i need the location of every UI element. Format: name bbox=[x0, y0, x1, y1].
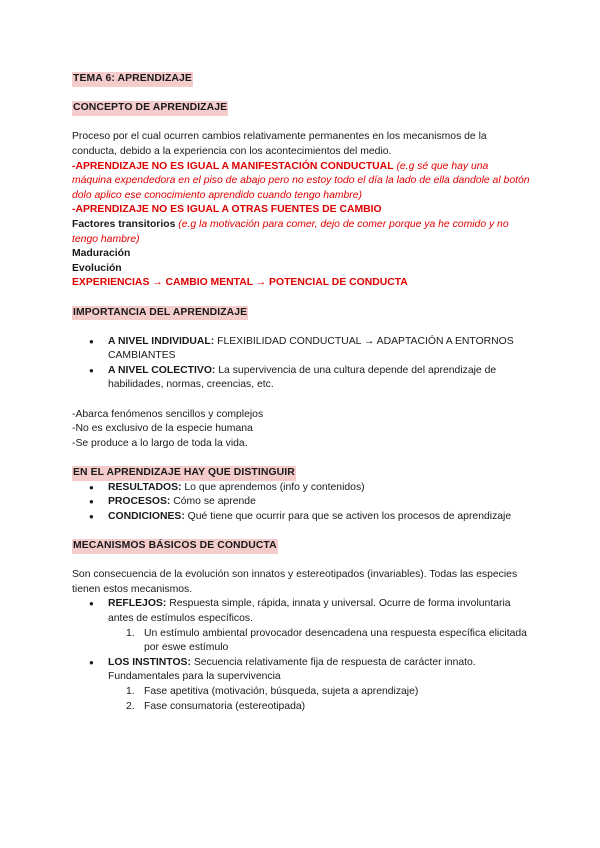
point-2-statement: -APRENDIZAJE NO ES IGUAL A OTRAS FUENTES DE CAMBIO bbox=[72, 204, 382, 216]
item-text: La supervivencia de una cultura depende del aprendizaje de habilidades, normas, creencias, etc. bbox=[108, 364, 497, 391]
item-number: 1. bbox=[126, 627, 135, 639]
mecanismos-list bbox=[72, 597, 530, 626]
concepto-point-2 bbox=[72, 203, 530, 218]
list-item bbox=[72, 481, 530, 496]
item-text: Cómo se aprende bbox=[170, 496, 256, 508]
distinguir-heading: EN EL APRENDIZAJE HAY QUE DISTINGUIR bbox=[72, 466, 296, 481]
item-number: 1. bbox=[126, 685, 135, 697]
item-text: Fase consumatoria (estereotipada) bbox=[144, 700, 306, 712]
list-item bbox=[72, 364, 530, 393]
item-text: Lo que aprendemos (info y contenidos) bbox=[181, 481, 365, 493]
item-text: Fase apetitiva (motivación, búsqueda, sujeta a aprendizaje) bbox=[144, 685, 419, 697]
item-text: FLEXIBILIDAD CONDUCTUAL → ADAPTACIÓN A ENTORNOS CAMBIANTES bbox=[108, 335, 514, 362]
item-label: PROCESOS: bbox=[108, 496, 171, 508]
point-1-example: (e.g sé que hay una máquina expendedora en el piso de abajo pero no estoy todo el día la lado de ella dandole al botón dolo aplico ese conocimiento aprendido cuando tengo hambre) bbox=[72, 160, 530, 201]
importancia-list bbox=[72, 335, 530, 393]
list-item bbox=[72, 685, 530, 700]
item-label: LOS INSTINTOS: bbox=[108, 656, 191, 668]
factores-line bbox=[72, 218, 530, 247]
mecanismos-heading: MECANISMOS BÁSICOS DE CONDUCTA bbox=[72, 539, 278, 554]
item-label: REFLEJOS: bbox=[108, 598, 167, 610]
factores-example: (e.g la motivación para comer, dejo de comer porque ya he comido y no tengo hambre) bbox=[72, 218, 509, 245]
item-text: Qué tiene que ocurrir para que se activen los procesos de aprendizaje bbox=[184, 510, 512, 522]
experiencias-chain: EXPERIENCIAS → CAMBIO MENTAL → POTENCIAL DE CONDUCTA bbox=[72, 277, 408, 289]
importancia-note: -No es exclusivo de la especie humana bbox=[72, 423, 253, 435]
document-content bbox=[72, 72, 530, 714]
item-label: A NIVEL INDIVIDUAL: bbox=[108, 335, 215, 347]
item-label: CONDICIONES: bbox=[108, 510, 185, 522]
list-item bbox=[72, 510, 530, 525]
list-item-instintos bbox=[72, 656, 530, 685]
distinguir-list bbox=[72, 481, 530, 525]
tema-title: TEMA 6: APRENDIZAJE bbox=[72, 72, 193, 87]
instintos-sublist bbox=[72, 685, 530, 714]
importancia-note: -Abarca fenómenos sencillos y complejos bbox=[72, 408, 264, 420]
concepto-definition: Proceso por el cual ocurren cambios relativamente permanentes en los mecanismos de la conducta, debido a la experiencia con los acontecimientos del medio. bbox=[72, 131, 487, 157]
point-1-statement: -APRENDIZAJE NO ES IGUAL A MANIFESTACIÓN CONDUCTUAL bbox=[72, 160, 394, 172]
evolucion-line: Evolución bbox=[72, 262, 122, 274]
concepto-point-1 bbox=[72, 160, 530, 204]
list-item bbox=[72, 495, 530, 510]
item-text: Un estímulo ambiental provocador desencadena una respuesta específica elicitada por eswe estímulo bbox=[144, 627, 527, 654]
maduracion-line: Maduración bbox=[72, 248, 131, 260]
concepto-heading: CONCEPTO DE APRENDIZAJE bbox=[72, 101, 228, 116]
mecanismos-list-2 bbox=[72, 656, 530, 685]
item-label: A NIVEL COLECTIVO: bbox=[108, 364, 216, 376]
list-item-reflejos bbox=[72, 597, 530, 626]
importancia-note: -Se produce a lo largo de toda la vida. bbox=[72, 437, 248, 449]
importancia-heading: IMPORTANCIA DEL APRENDIZAJE bbox=[72, 306, 248, 321]
item-number: 2. bbox=[126, 700, 135, 712]
item-text: Respuesta simple, rápida, innata y universal. Ocurre de forma involuntaria antes de estímulos específicos. bbox=[108, 598, 511, 624]
list-item bbox=[72, 627, 530, 656]
mecanismos-intro: Son consecuencia de la evolución son innatos y estereotipados (invariables). Todas las especies tienen estos mecanismos. bbox=[72, 569, 518, 595]
reflejos-sublist bbox=[72, 627, 530, 656]
list-item bbox=[72, 335, 530, 364]
factores-label: Factores transitorios bbox=[72, 218, 176, 230]
item-label: RESULTADOS: bbox=[108, 481, 182, 493]
item-text: Secuencia relativamente fija de respuesta de carácter innato. Fundamentales para la supervivencia bbox=[108, 656, 476, 683]
list-item bbox=[72, 700, 530, 715]
